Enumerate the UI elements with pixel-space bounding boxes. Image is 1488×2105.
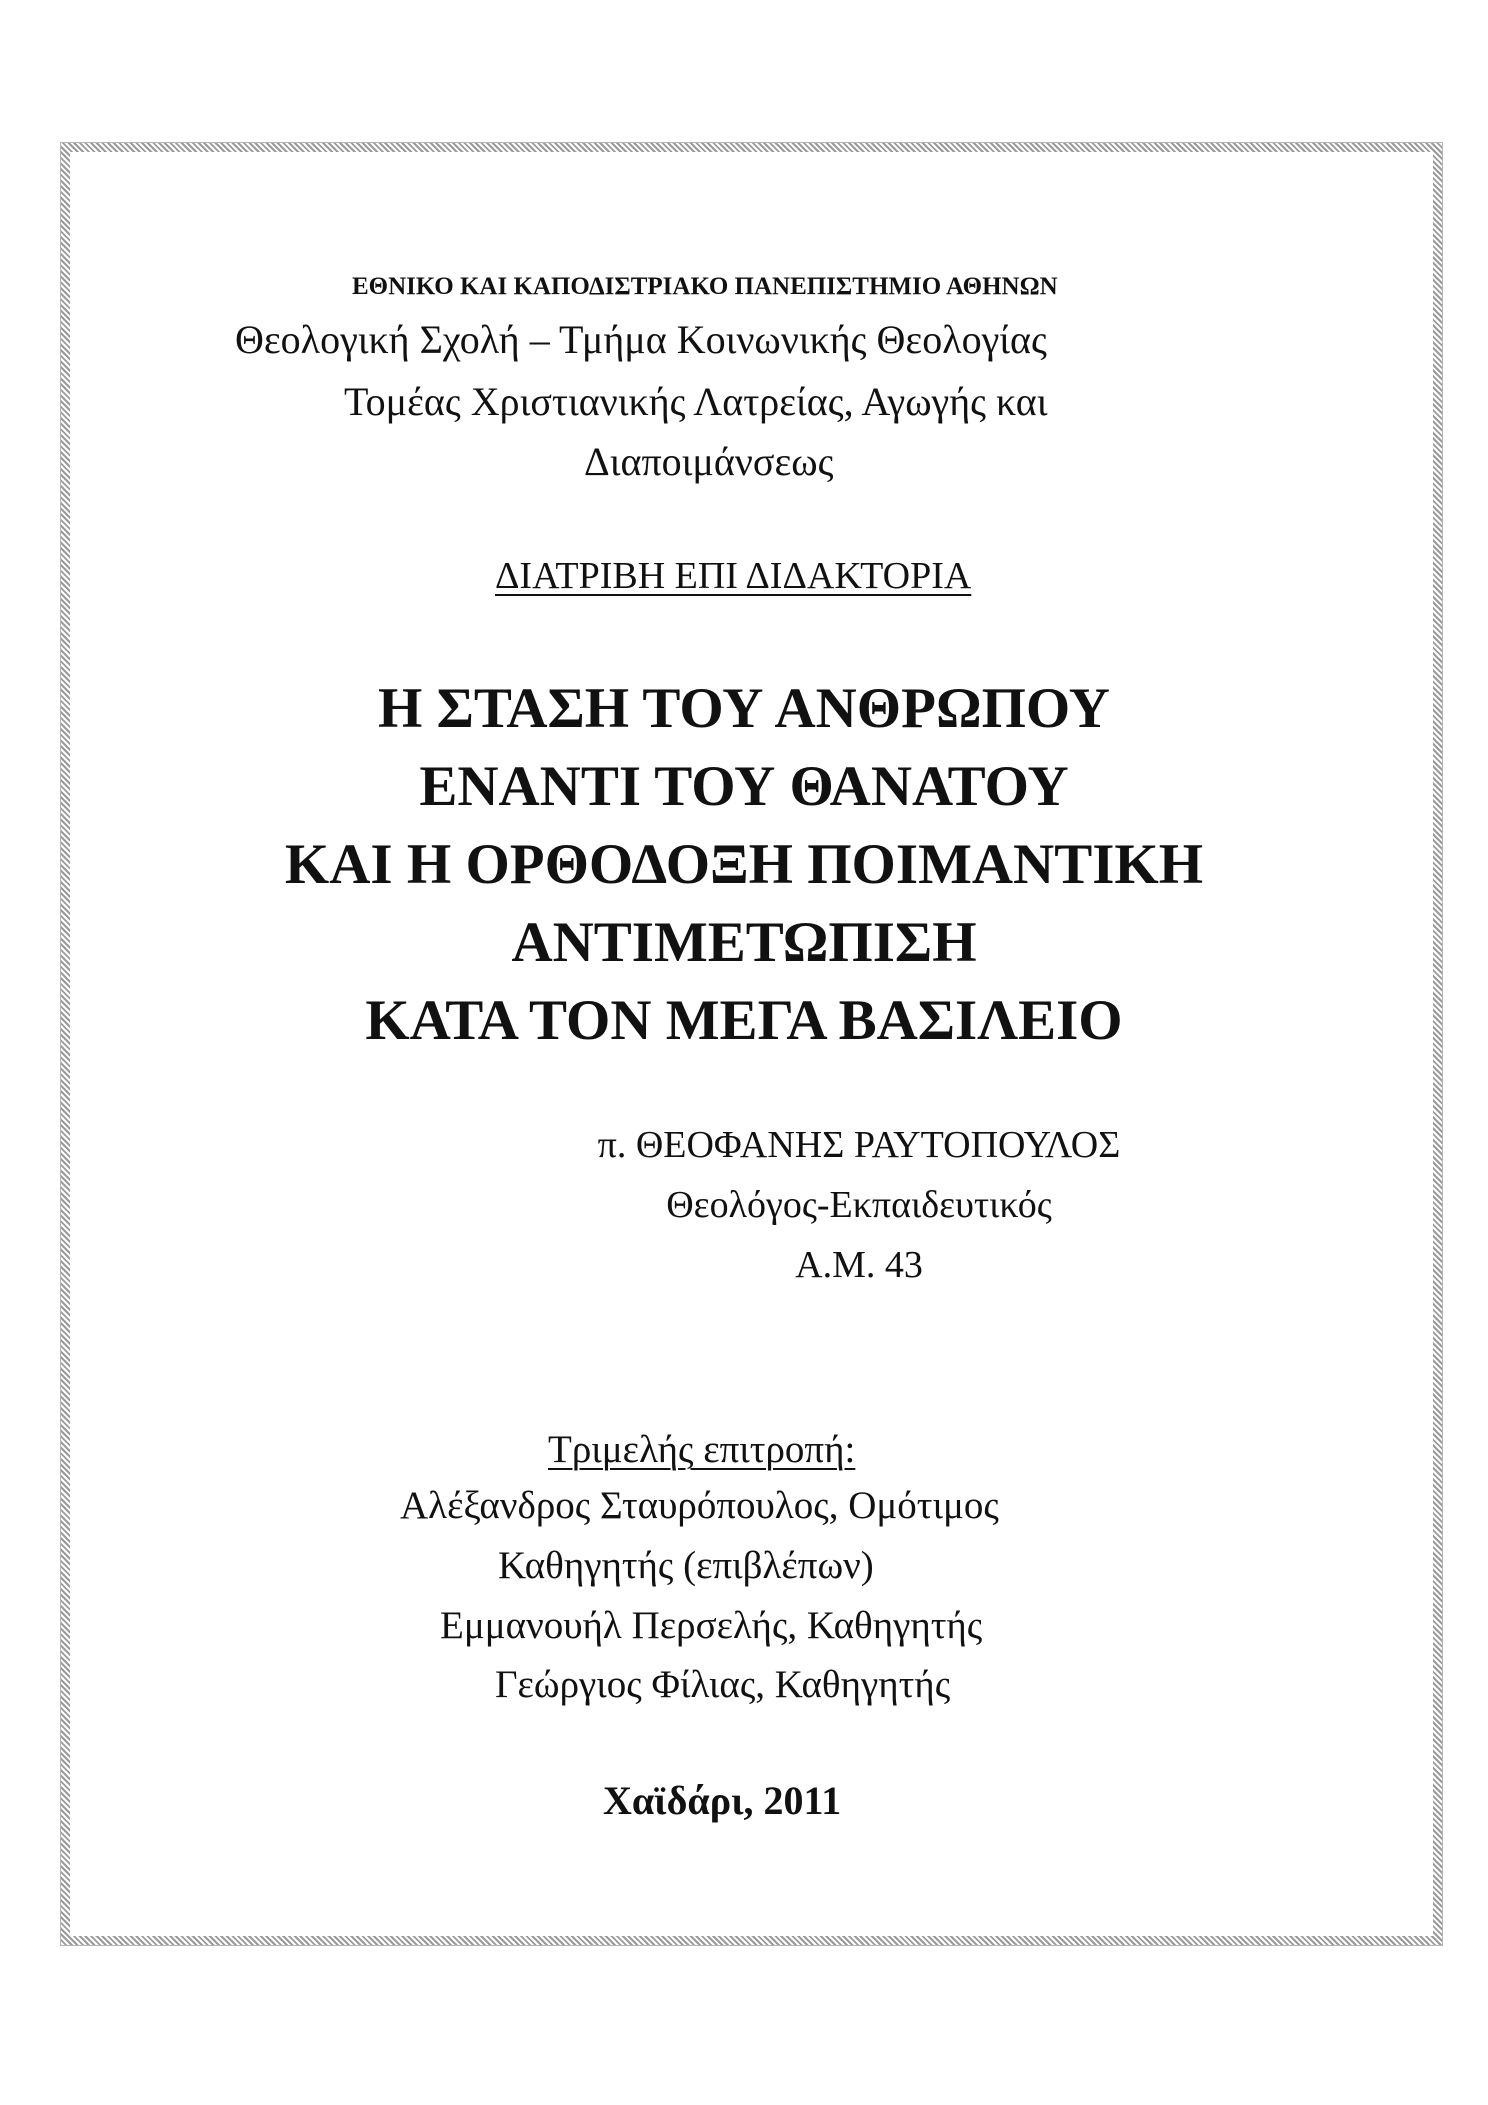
sector-line-1: Τομέας Χριστιανικής Λατρείας, Αγωγής και — [344, 379, 1048, 424]
title-line: ΕΝΑΝΤΙ ΤΟΥ ΘΑΝΑΤΟΥ — [419, 755, 1069, 818]
committee-heading: Τριμελής επιτροπή: — [548, 1428, 856, 1471]
place-date: Χαϊδάρι, 2011 — [603, 1778, 842, 1823]
committee-member-1-role: Καθηγητής (επιβλέπων) — [498, 1544, 874, 1587]
author-name: π. ΘΕΟΦΑΝΗΣ ΡΑΥΤΟΠΟΥΛΟΣ — [597, 1124, 1121, 1166]
thesis-type: ΔΙΑΤΡΙΒΗ ΕΠΙ ΔΙΔΑΚΤΟΡΙΑ — [495, 555, 972, 597]
university-name: ΕΘΝΙΚΟ ΚΑΙ ΚΑΠΟΔΙΣΤΡΙΑΚΟ ΠΑΝΕΠΙΣΤΗΜΙΟ ΑΘΗΝΩΝ — [352, 273, 1058, 300]
sector-line-2: Διαποιμάνσεως — [584, 439, 834, 484]
title-line: ΑΝΤΙΜΕΤΩΠΙΣΗ — [511, 911, 977, 974]
title-line: Η ΣΤΑΣΗ ΤΟΥ ΑΝΘΡΩΠΟΥ — [378, 677, 1110, 740]
thesis-title — [0, 670, 1488, 1060]
author-role: Θεολόγος-Εκπαιδευτικός — [666, 1184, 1052, 1226]
title-line: ΚΑΙ Η ΟΡΘΟΔΟΞΗ ΠΟΙΜΑΝΤΙΚΗ — [284, 833, 1204, 896]
author-registration: Α.Μ. 43 — [795, 1244, 923, 1286]
committee-member-1: Αλέξανδρος Σταυρόπουλος, Ομότιμος — [400, 1484, 999, 1527]
school-department: Θεολογική Σχολή – Τμήμα Κοινωνικής Θεολογίας — [235, 317, 1047, 362]
committee-member-2: Εμμανουήλ Περσελής, Καθηγητής — [440, 1604, 983, 1647]
committee-member-3: Γεώργιος Φίλιας, Καθηγητής — [495, 1663, 951, 1706]
title-line: ΚΑΤΑ ΤΟΝ ΜΕΓΑ ΒΑΣΙΛΕΙΟ — [365, 989, 1123, 1052]
